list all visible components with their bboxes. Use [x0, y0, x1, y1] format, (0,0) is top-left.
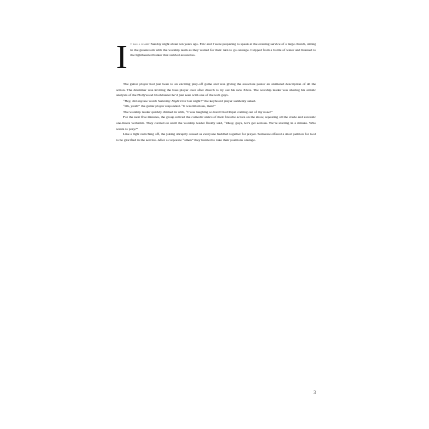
paragraph-five-minutes: For the next five minutes, the group relived the comedic antics of their favorite actors on the show, repeating all the crude and sarcastic one-liners verbatim. They carried on until the worship leader finally said, “Okay, guys, let’s get serious. We’re starting in a minute. Who wants to pray?”	[116, 115, 316, 131]
paragraph-guitar-response: “Oh, yeah!” the guitar player responded. “It was hilarious, man!”	[123, 104, 216, 109]
drop-cap: I	[116, 39, 128, 76]
paragraph-light-switching: Like a light switching off, the joking abruptly ceased as everyone huddled together for prayer. Someone offered a short petition for God to be glorified in the service. After a corporate “amen” they hurried to take their positions onstage.	[116, 132, 316, 142]
show-title-italic: Saturday Night Live	[157, 98, 187, 103]
opening-small-caps: t was a balmy	[130, 42, 150, 46]
page-number: 3	[313, 391, 316, 396]
paragraph-worship-leader-laugh: The worship leader quickly chimed in with, “I was laughing so hard I had Pepsi coming out of my nose!”	[123, 109, 273, 114]
paragraph-text-post: last night?” the keyboard player suddenly asked.	[186, 98, 257, 103]
book-page	[116, 39, 316, 414]
opening-paragraph	[116, 39, 316, 82]
paragraph-text-pre: “Hey, did anyone watch	[123, 98, 158, 103]
opening-paragraph-text: Sunday night about ten years ago. Eric and I were preparing to speak at the evening service of a large church, sitting in the greenroom with the worship team as they waited for their turn to go onstage. I sipped from a bottle of water and listened to the lighthearted banter that swirled around us.	[130, 42, 316, 58]
paragraph-guitar-player: The guitar player had just been to an exciting play-off game and was giving the associate pastor an animated description of all the action. The drummer was inviting the bass player over after church to try out his new Xbox. The worship leader was sharing his artistic analysis of the Hollywood blockbuster he’d just seen with one of the tech guys.	[116, 82, 316, 98]
